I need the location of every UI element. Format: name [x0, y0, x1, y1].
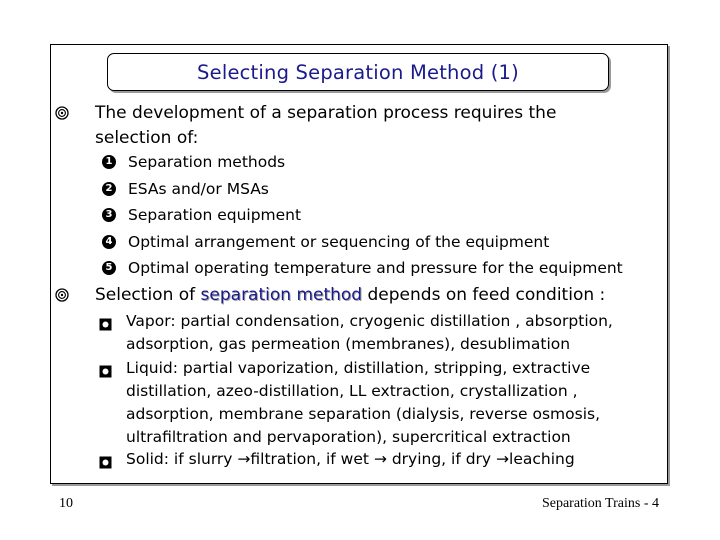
number-4-icon: 4 — [102, 235, 116, 249]
liquid-line-2: distillation, azeo-distillation, LL extraction, crystallization , — [126, 382, 578, 400]
sub-item-1 — [105, 149, 286, 176]
bullet-1 — [95, 101, 556, 151]
right-arrow-icon: → — [373, 450, 387, 468]
square-bullet-icon — [99, 453, 112, 466]
condition-liquid — [126, 357, 600, 449]
bullet-icon — [51, 283, 73, 310]
sub-item-text: Optimal operating temperature and pressure for the equipment — [128, 259, 623, 277]
bullet-2-suffix: depends on feed condition : — [362, 285, 606, 305]
solid-text-1: Solid: if slurry — [126, 450, 238, 468]
liquid-line-3: adsorption, membrane separation (dialysis, reverse osmosis, — [126, 405, 601, 423]
vapor-line-2: adsorption, gas permeation (membranes), desublimation — [126, 335, 571, 353]
bullet-1-line-1: The development of a separation process requires the — [95, 103, 557, 123]
bullet-icon — [51, 101, 73, 128]
bullet-1-line-2: selection of: — [95, 128, 199, 148]
sub-item-5 — [105, 255, 623, 282]
liquid-line-1: Liquid: partial vaporization, distillation, stripping, extractive — [126, 359, 591, 377]
title-box — [107, 53, 609, 91]
number-3-icon: 3 — [102, 208, 116, 222]
solid-text-2: filtration, if wet — [250, 450, 374, 468]
slide-title: Selecting Separation Method (1) — [197, 60, 519, 84]
sub-item-text: Separation methods — [128, 153, 286, 171]
footer-label: Separation Trains - 4 — [541, 496, 659, 511]
sub-item-3 — [105, 202, 302, 229]
vapor-line-1: Vapor: partial condensation, cryogenic distillation , absorption, — [126, 312, 613, 330]
liquid-line-4: ultrafiltration and pervaporation), supercritical extraction — [126, 428, 571, 446]
sub-item-4 — [105, 229, 550, 256]
solid-text-3: drying, if dry — [386, 450, 497, 468]
page-number: 10 — [59, 496, 73, 511]
sub-item-2 — [105, 176, 269, 203]
sub-item-text: Optimal arrangement or sequencing of the equipment — [128, 232, 550, 251]
bullet-2 — [95, 283, 605, 308]
solid-text-4: leaching — [509, 450, 575, 468]
condition-vapor — [126, 310, 613, 356]
highlight-term: separation method — [200, 285, 363, 305]
right-arrow-icon: → — [237, 450, 251, 468]
sub-item-text: ESAs and/or MSAs — [128, 179, 269, 198]
number-1-icon: 1 — [102, 155, 116, 169]
condition-solid — [126, 448, 575, 471]
number-2-icon: 2 — [102, 182, 116, 196]
sub-item-text: Separation equipment — [128, 206, 302, 224]
bullet-2-prefix: Selection of — [95, 285, 201, 305]
number-5-icon: 5 — [102, 261, 116, 275]
square-bullet-icon — [99, 362, 112, 375]
square-bullet-icon — [99, 315, 112, 328]
right-arrow-icon: → — [496, 450, 510, 468]
